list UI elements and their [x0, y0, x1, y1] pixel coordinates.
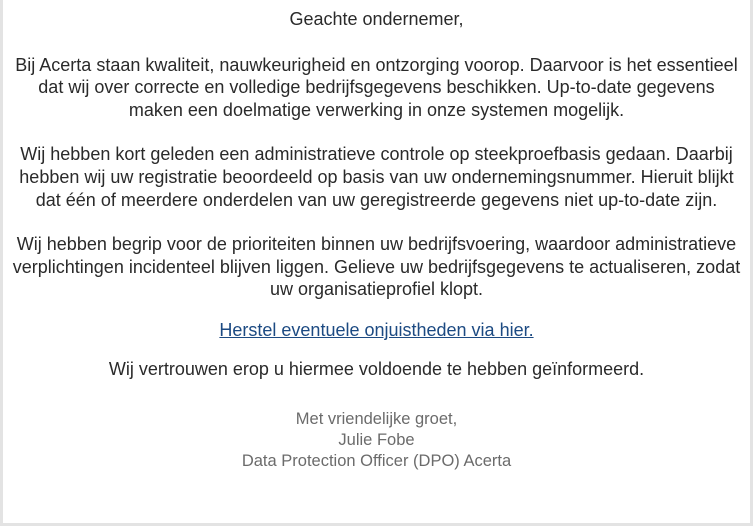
correction-link[interactable]: Herstel eventuele onjuistheden via hier. [219, 319, 534, 340]
email-greeting: Geachte ondernemer, [289, 9, 464, 29]
email-signature [9, 409, 744, 471]
paragraph-request: Wij hebben begrip voor de prioriteiten binnen uw bedrijfsvoering, waardoor administratieve verplichtingen incidenteel blijven liggen. Gelieve uw bedrijfsgegevens te actualiseren, zodat uw organisatieprofiel klopt. [12, 234, 741, 300]
email-closing: Wij vertrouwen erop u hiermee voldoende te hebben geïnformeerd. [108, 358, 645, 379]
signature-title: Data Protection Officer (DPO) Acerta [241, 451, 512, 470]
paragraph-intro: Bij Acerta staan kwaliteit, nauwkeurigheid en ontzorging voorop. Daarvoor is het essentieel dat wij over correcte en volledige bedrijfsgegevens beschikken. Up-to-date gegevens maken een doelmatige verwerking in onze systemen mogelijk. [15, 54, 738, 120]
email-body [9, 8, 744, 471]
paragraph-control: Wij hebben kort geleden een administratieve controle op steekproefbasis gedaan. Daarbij hebben wij uw registratie beoordeeld op basis van uw ondernemingsnummer. Hieruit blijkt dat één of meerdere onderdelen van uw geregistreerde gegevens niet up-to-date zijn. [19, 144, 734, 210]
signature-salutation: Met vriendelijke groet, [295, 410, 458, 429]
link-line [9, 319, 744, 342]
signature-name: Julie Fobe [338, 430, 415, 449]
